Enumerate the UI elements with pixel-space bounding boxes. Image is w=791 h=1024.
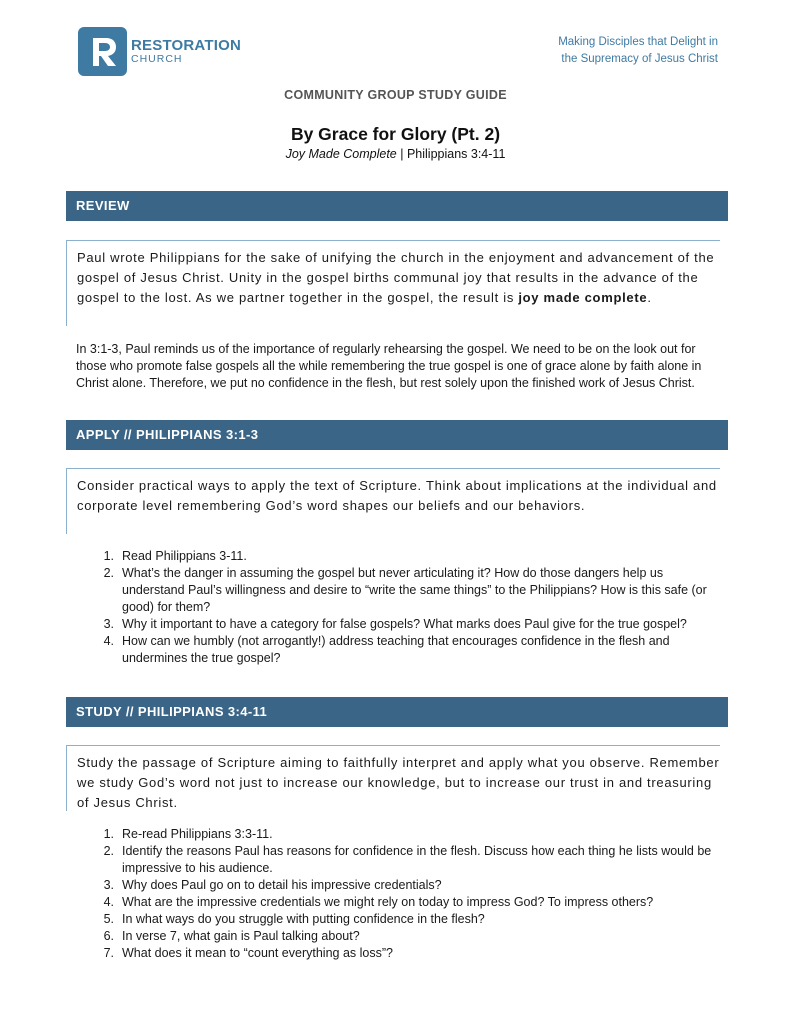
list-item-text: Re-read Philippians 3:3-11. xyxy=(122,827,273,841)
list-item-text: What’s the danger in assuming the gospel but never articulating it? How do those dangers help us understand Paul’s willingness and desire to “write the same things” to the Philippians? How is this safe (or good) for them? xyxy=(122,566,707,614)
list-item xyxy=(76,548,728,565)
list-item xyxy=(76,877,728,894)
review-intro-end: . xyxy=(647,290,652,305)
list-item xyxy=(76,843,728,877)
guide-label: COMMUNITY GROUP STUDY GUIDE xyxy=(284,88,507,102)
list-item-number: 7. xyxy=(103,946,114,960)
tagline xyxy=(558,34,718,68)
list-item-number: 2. xyxy=(103,844,114,858)
apply-intro: Consider practical ways to apply the text of Scripture. Think about implications at the individual and corporate level remembering God’s word shapes our beliefs and our behaviors. xyxy=(66,468,720,534)
list-item-number: 5. xyxy=(103,912,114,926)
subtitle-scripture: | Philippians 3:4-11 xyxy=(396,147,506,161)
review-paragraph: In 3:1-3, Paul reminds us of the importance of regularly rehearsing the gospel. We need to be on the look out for those who promote false gospels all the while remembering the true gospel is one of grace alone by faith alone in Christ alone. Therefore, we put no confidence in the flesh, but rest solely upon the finished work of Jesus Christ. xyxy=(76,342,702,390)
logo-sub: CHURCH xyxy=(131,53,183,66)
list-item-text: In what ways do you struggle with putting confidence in the flesh? xyxy=(122,912,485,926)
page-title: By Grace for Glory (Pt. 2) xyxy=(290,124,501,144)
list-item-number: 1. xyxy=(103,549,114,563)
study-question-list xyxy=(76,826,728,962)
logo-name: RESTORATION xyxy=(131,37,241,55)
study-intro: Study the passage of Scripture aiming to faithfully interpret and apply what you observe. Remember we study God’s word not just to increase our knowledge, but to increase our trust in and treasuring of Jesus Christ. xyxy=(66,745,720,811)
review-intro-text: Paul wrote Philippians for the sake of unifying the church in the enjoyment and advancement of the gospel of Jesus Christ. Unity in the gospel births communal joy that results in the advance of the gospel to the lost. As we partner together in the gospel, the result is xyxy=(77,250,715,305)
list-item-number: 4. xyxy=(103,634,114,648)
list-item-number: 1. xyxy=(103,827,114,841)
list-item-text: Why it important to have a category for false gospels? What marks does Paul give for the true gospel? xyxy=(122,617,687,631)
list-item xyxy=(76,911,728,928)
list-item-text: What does it mean to “count everything as loss”? xyxy=(122,946,393,960)
list-item xyxy=(76,826,728,843)
church-logo xyxy=(78,27,241,76)
tagline-line-1: Making Disciples that Delight in xyxy=(558,36,718,48)
list-item xyxy=(76,565,728,616)
page-subtitle xyxy=(0,147,791,161)
list-item xyxy=(76,928,728,945)
list-item xyxy=(76,945,728,962)
logo-r-icon xyxy=(78,27,127,76)
list-item-text: In verse 7, what gain is Paul talking about? xyxy=(122,929,360,943)
list-item-text: Read Philippians 3-11. xyxy=(122,549,247,563)
list-item-number: 2. xyxy=(103,566,114,580)
list-item-number: 3. xyxy=(103,878,114,892)
list-item xyxy=(76,633,728,667)
apply-question-list xyxy=(76,548,728,667)
section-header-review: REVIEW xyxy=(66,191,728,221)
logo-r-glyph xyxy=(83,32,123,72)
list-item-text: Why does Paul go on to detail his impressive credentials? xyxy=(122,878,442,892)
list-item-text: How can we humbly (not arrogantly!) address teaching that encourages confidence in the flesh and undermines the true gospel? xyxy=(122,634,670,665)
list-item-text: Identify the reasons Paul has reasons for confidence in the flesh. Discuss how each thing he lists would be impressive to his audience. xyxy=(122,844,712,875)
tagline-line-2: the Supremacy of Jesus Christ xyxy=(561,53,718,65)
list-item-text: What are the impressive credentials we might rely on today to impress God? To impress others? xyxy=(122,895,654,909)
section-header-apply: APPLY // PHILIPPIANS 3:1-3 xyxy=(66,420,728,450)
subtitle-sermon-title: Joy Made Complete xyxy=(285,147,397,161)
section-header-study: STUDY // PHILIPPIANS 3:4-11 xyxy=(66,697,728,727)
review-intro-bold: joy made complete xyxy=(518,290,648,305)
review-intro xyxy=(66,240,720,326)
list-item-number: 4. xyxy=(103,895,114,909)
list-item-number: 6. xyxy=(103,929,114,943)
list-item xyxy=(76,616,728,633)
list-item-number: 3. xyxy=(103,617,114,631)
list-item xyxy=(76,894,728,911)
